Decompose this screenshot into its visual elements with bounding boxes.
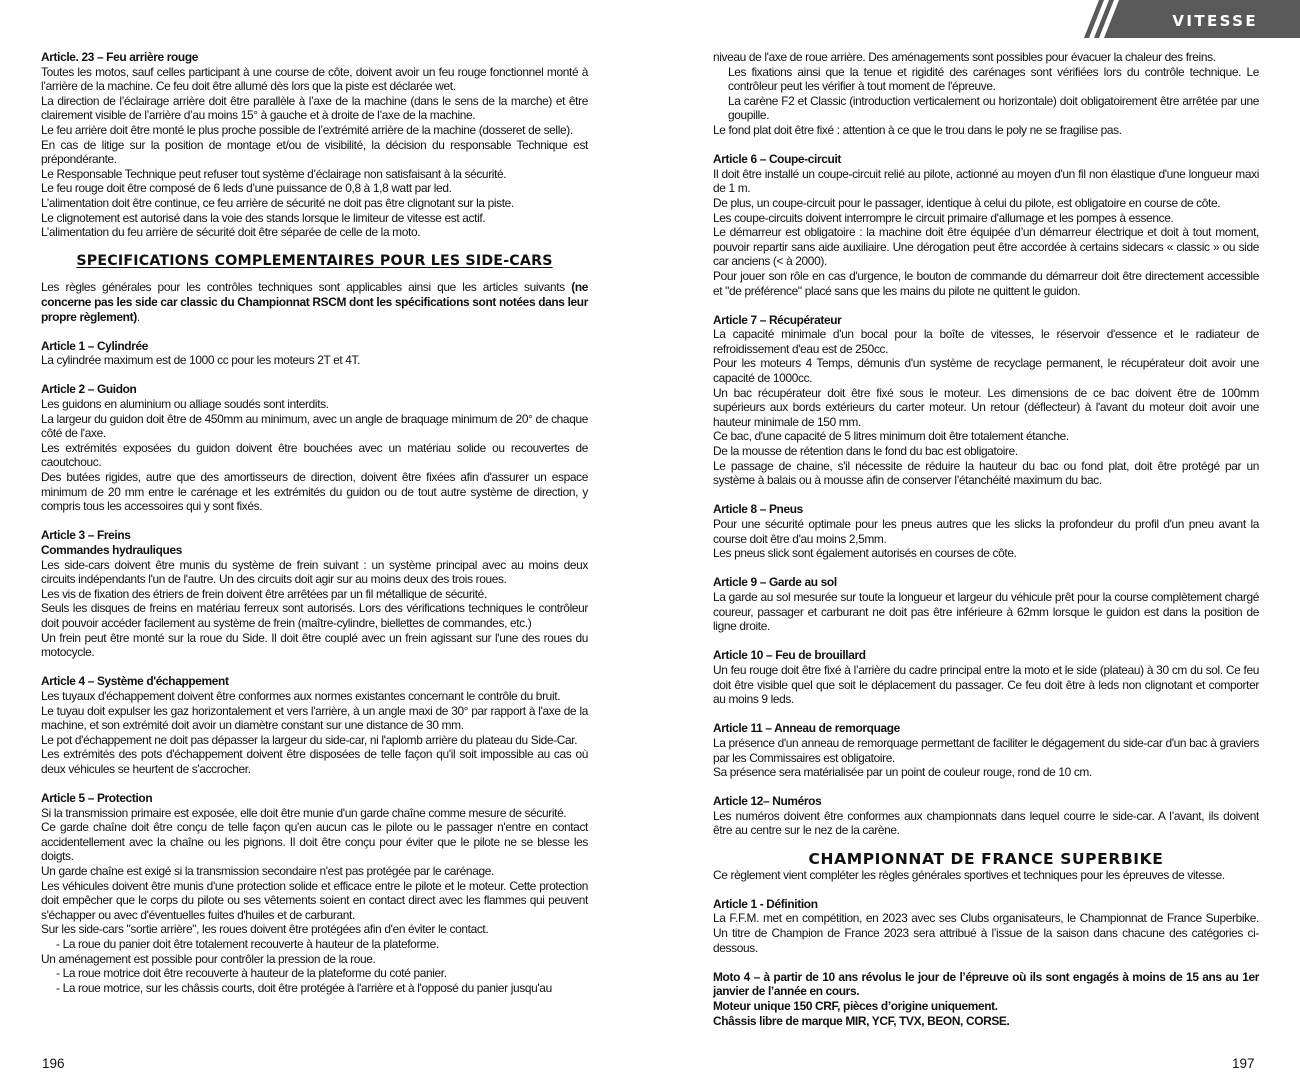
paragraph: Sa présence sera matérialisée par un point de couleur rouge, rond de 10 cm. [713, 765, 1092, 780]
page-number: 197 [1232, 1056, 1255, 1071]
superbike-article-1-definition [713, 897, 1259, 955]
article-title: Article 3 – Freins [41, 528, 131, 543]
article-23-feu-arriere [41, 50, 588, 240]
paragraph: Les guidons en aluminium ou alliage soudés sont interdits. [41, 397, 329, 412]
paragraph: Les extrémités exposées du guidon doivent être bouchées avec un matériau solide ou recouvertes de caoutchouc. [41, 440, 588, 470]
sidecar-intro [41, 280, 588, 324]
protection-continuation [713, 50, 1259, 138]
paragraph: La F.F.M. met en compétition, en 2023 avec ses Clubs organisateurs, le Championnat de France Superbike. Un titre de Champion de France 2023 sera attribué à l’issue de la saison dans chacune des catégories ci-dessous. [713, 911, 1259, 955]
superbike-intro: Ce règlement vient compléter les règles générales sportives et techniques pour les épreuves de vitesse. [713, 867, 1225, 882]
paragraph: Les véhicules doivent être munis d'une protection solide et efficace entre le pilote et le moteur. Cette protection doit empêcher que le corps du pilote ou ses vêtements soient en contact direct avec les flammes qui peuvent s'échapper ou avec d'éventuelles fuites d'huiles et de carburant. [41, 878, 588, 922]
article-12-numeros [713, 794, 1259, 838]
right-column [713, 50, 1259, 1028]
moto4-engine: Moteur unique 150 CRF, pièces d’origine uniquement. [713, 999, 998, 1013]
article-subtitle: Commandes hydrauliques [41, 543, 182, 557]
moto4-definition: Moto 4 – à partir de 10 ans révolus le jour de l’épreuve où ils sont engagés à moins de 15 ans au 1er janvier de l’année en cours. [713, 969, 1259, 999]
article-title: Article 11 – Anneau de remorquage [713, 721, 900, 736]
article-title: Article 6 – Coupe-circuit [713, 152, 842, 167]
paragraph: Si la transmission primaire est exposée, elle doit être munie d'un garde chaîne comme mesure de sécurité. [41, 805, 567, 820]
paragraph: Un bac récupérateur doit être fixé sous le moteur. Les dimensions de ce bac doivent être de 100mm supérieurs aux bords extérieurs du carter moteur. Un retour (déflecteur) à l'avant du moteur doit avoir une hauteur minimale de 150 mm. [713, 385, 1259, 429]
paragraph: La présence d'un anneau de remorquage permettant de faciliter le dégagement du side-car d'un bac à graviers par les Commissaires est obligatoire. [713, 735, 1259, 765]
page-number: 196 [42, 1056, 65, 1071]
article-9-garde-au-sol [713, 575, 1259, 633]
paragraph: Ce garde chaîne doit être conçu de telle façon qu'en aucun cas le pilote ou le passager n'entre en contact accidentellement avec la chaîne ou les pignons. Il doit être conçu pour éviter que le pilote ne se blesse les doigts. [41, 820, 588, 864]
paragraph: Le tuyau doit expulser les gaz horizontalement et vers l'arrière, à un angle maxi de 30° par rapport à l'axe de la machine, et son extrémité doit avoir un diamètre constant sur une distance de 30 mm. [41, 703, 588, 733]
paragraph: Ce bac, d'une capacité de 5 litres minimum doit être totalement étanche. [713, 429, 1069, 444]
paragraph: Le clignotement est autorisé dans la voie des stands lorsque le limiteur de vitesse est actif. [41, 210, 486, 225]
article-title: Article 8 – Pneus [713, 502, 803, 517]
paragraph: En cas de litige sur la position de montage et/ou de visibilité, la décision du responsable Technique est prépondérante. [41, 137, 588, 167]
list-item: - La roue motrice doit être recouverte à hauteur de la plateforme du coté panier. [56, 966, 447, 981]
intro-bold-text: (ne concerne pas les side car classic du Championnat RSCM dont les spécifications sont notées dans leur propre règlement) [41, 280, 588, 324]
article-4-echappement [41, 674, 588, 776]
section-label: VITESSE [1172, 12, 1258, 30]
paragraph: L’alimentation doit être continue, ce feu arrière de sécurité ne doit pas être clignotant sur la piste. [41, 195, 514, 210]
article-8-pneus [713, 502, 1259, 560]
paragraph: Un garde chaîne est exigé si la transmission secondaire n'est pas protégée par le carénage. [41, 864, 494, 879]
paragraph: La largeur du guidon doit être de 450mm au minimum, avec un angle de braquage minimum de 20° de chaque côté de l'axe. [41, 411, 588, 441]
paragraph: Un feu rouge doit être fixé à l’arrière du cadre principal entre la moto et le side (plateau) à 30 cm du sol. Ce feu doit être visible quel que soit le déplacement du passager. Ce feu doit être à leds non clignotant et comporter au moins 9 leds. [713, 662, 1259, 707]
paragraph: Les tuyaux d'échappement doivent être conformes aux normes existantes concernant le contrôle du bruit. [41, 688, 561, 703]
article-1-cylindree [41, 339, 588, 368]
paragraph: Le fond plat doit être fixé : attention à ce que le trou dans le poly ne se fragilise pas. [713, 122, 1122, 137]
paragraph: Pour une sécurité optimale pour les pneus autres que les slicks la profondeur du profil d'un pneu avant la course doit être d'au moins 2,5mm. [713, 517, 1259, 546]
sidecar-section-title: SPECIFICATIONS COMPLEMENTAIRES POUR LES SIDE-CARS [76, 252, 553, 269]
article-7-recuperateur [713, 313, 1259, 488]
article-title: Article 1 – Cylindrée [41, 338, 148, 353]
paragraph: Le passage de chaine, s'il nécessite de réduire la hauteur du bac ou fond plat, doit être protégé par un système à balais ou à mousse afin de conserver l’étanchéité maximum du bac. [713, 458, 1259, 488]
list-item: - La roue motrice, sur les châssis courts, doit être protégée à l'arrière et à l'opposé du panier jusqu'au [56, 980, 552, 995]
left-column [41, 50, 588, 995]
paragraph: Pour les moteurs 4 Temps, démunis d'un système de recyclage permanent, le récupérateur doit avoir une capacité de 1000cc. [713, 356, 1259, 386]
article-title: Article. 23 – Feu arrière rouge [41, 50, 199, 64]
article-11-anneau-de-remorquage [713, 721, 1259, 779]
intro-end: . [136, 309, 140, 324]
article-6-coupe-circuit [713, 152, 1259, 298]
paragraph: Sur les side-cars "sortie arrière", les roues doivent être protégées afin d'en éviter le contact. [41, 922, 489, 937]
paragraph: Un frein peut être monté sur la roue du Side. Il doit être couplé avec un frein agissant sur l'une des roues du motocycle. [41, 630, 588, 660]
paragraph: La garde au sol mesurée sur toute la longueur et largeur du véhicule prêt pour la course complètement chargé coureur, passager et carburant ne doit pas être inférieure à 62mm lorsque le guidon est dans la position de ligne droite. [713, 589, 1259, 634]
paragraph: Toutes les motos, sauf celles participant à une course de côte, doivent avoir un feu rouge fonctionnel monté à l’arrière de la machine. Ce feu doit être allumé dès lors que la piste est déclarée wet. [41, 64, 588, 94]
article-title: Article 10 – Feu de brouillard [713, 648, 866, 663]
paragraph: La cylindrée maximum est de 1000 cc pour les moteurs 2T et 4T. [41, 353, 361, 368]
paragraph: L’alimentation du feu arrière de sécurité doit être séparée de celle de la moto. [41, 225, 421, 240]
paragraph: La carène F2 et Classic (introduction verticalement ou horizontale) doit obligatoirement être arrêtée par une goupille. [728, 93, 1259, 123]
moto4-category [713, 970, 1259, 1028]
paragraph: Les extrémités des pots d'échappement doivent être disposées de telle façon qu'il soit impossible au cas où deux véhicules se heurtent de s'accrocher. [41, 747, 588, 776]
article-10-feu-de-brouillard [713, 648, 1259, 706]
right-page [650, 0, 1300, 1092]
article-3-freins [41, 528, 588, 659]
article-title: Article 7 – Récupérateur [713, 312, 842, 327]
paragraph: Seuls les disques de freins en matériau ferreux sont autorisés. Lors des vérifications techniques le contrôleur doit pouvoir accéder facilement au système de frein (maître-cylindre, biellettes de commandes, etc.) [41, 601, 588, 630]
paragraph: Pour jouer son rôle en cas d'urgence, le bouton de commande du démarreur doit être directement accessible et "de préférence" placé sans que les mains du pilote ne quittent le guidon. [713, 268, 1259, 298]
paragraph: Le pot d'échappement ne doit pas dépasser la largeur du side-car, ni l'aplomb arrière du plateau du Side-Car. [41, 732, 578, 747]
paragraph: Les fixations ainsi que la tenue et rigidité des carénages sont vérifiées lors du contrôle technique. Le contrôleur peut les vérifier à tout moment de l'épreuve. [728, 64, 1259, 94]
paragraph: La capacité minimale d'un bocal pour la boîte de vitesses, le réservoir d'essence et le radiateur de refroidissement d'eau est de 250cc. [713, 327, 1259, 356]
paragraph: De la mousse de rétention dans le fond du bac est obligatoire. [713, 444, 1018, 459]
article-title: Article 1 - Définition [713, 896, 818, 911]
paragraph: Les side-cars doivent être munis du système de frein suivant : un système principal avec au moins deux circuits indépendants l'un de l'autre. Un des circuits doit agir sur au moins deux des trois roues. [41, 557, 588, 587]
moto4-chassis: Châssis libre de marque MIR, YCF, TVX, BEON, CORSE. [713, 1013, 1010, 1028]
paragraph: Des butées rigides, autre que des amortisseurs de direction, doivent être fixées afin d'assurer un espace minimum de 20 mm entre le carénage et les extrémités du guidon ou de tout autre système de direction, y compris tous les accessoires qui y sont fixés. [41, 470, 588, 514]
paragraph: Le démarreur est obligatoire : la machine doit être équipée d’un démarreur électrique et doit à tout moment, pouvoir repartir sans aide auxiliaire. Une dérogation peut être accordée à certains sidecars « classic » ou side car anciens (< à 2000). [713, 225, 1259, 269]
article-5-protection [41, 791, 588, 995]
article-title: Article 9 – Garde au sol [713, 575, 837, 590]
paragraph: Le feu rouge doit être composé de 6 leds d’une puissance de 0,8 à 1,8 watt par led. [41, 181, 452, 196]
intro-text: Les règles générales pour les contrôles techniques sont applicables ainsi que les articles suivants [41, 280, 572, 295]
paragraph: Le Responsable Technique peut refuser tout système d’éclairage non satisfaisant à la sécurité. [41, 166, 507, 181]
superbike-section-title: CHAMPIONNAT DE FRANCE SUPERBIKE [808, 850, 1164, 869]
paragraph: Un aménagement est possible pour contrôler la pression de la roue. [41, 951, 376, 966]
paragraph: Les numéros doivent être conformes aux championnats dans lequel courre le side-car. A l’avant, ils doivent être au centre sur le nez de la carène. [713, 808, 1259, 838]
paragraph: La direction de l’éclairage arrière doit être parallèle à l’axe de la machine (dans le sens de la marche) et être clairement visible de l’arrière d’au moins 15° à gauche et à droite de l’axe de la machine. [41, 93, 588, 123]
paragraph: Le feu arrière doit être monté le plus proche possible de l’extrémité arrière de la machine (dosseret de selle). [41, 122, 573, 137]
paragraph: Les pneus slick sont également autorisés en courses de côte. [713, 546, 1017, 561]
paragraph: niveau de l'axe de roue arrière. Des aménagements sont possibles pour évacuer la chaleur des freins. [713, 50, 1216, 64]
paragraph: Les vis de fixation des étriers de frein doivent être arrêtées par un fil métallique de sécurité. [41, 586, 487, 601]
article-2-guidon [41, 382, 588, 513]
list-item: - La roue du panier doit être totalement recouverte à hauteur de la plateforme. [56, 937, 439, 952]
paragraph: De plus, un coupe-circuit pour le passager, identique à celui du pilote, est obligatoire en course de côte. [713, 195, 1221, 210]
article-title: Article 12– Numéros [713, 794, 822, 809]
article-title: Article 4 – Système d'échappement [41, 674, 229, 689]
paragraph: Les coupe-circuits doivent interrompre le circuit primaire d'allumage et les pompes à essence. [713, 210, 1174, 225]
paragraph: Il doit être installé un coupe-circuit relié au pilote, actionné au moyen d'un fil non élastique d'une longueur maxi de 1 m. [713, 166, 1259, 196]
article-title: Article 5 – Protection [41, 791, 153, 806]
article-title: Article 2 – Guidon [41, 382, 137, 397]
